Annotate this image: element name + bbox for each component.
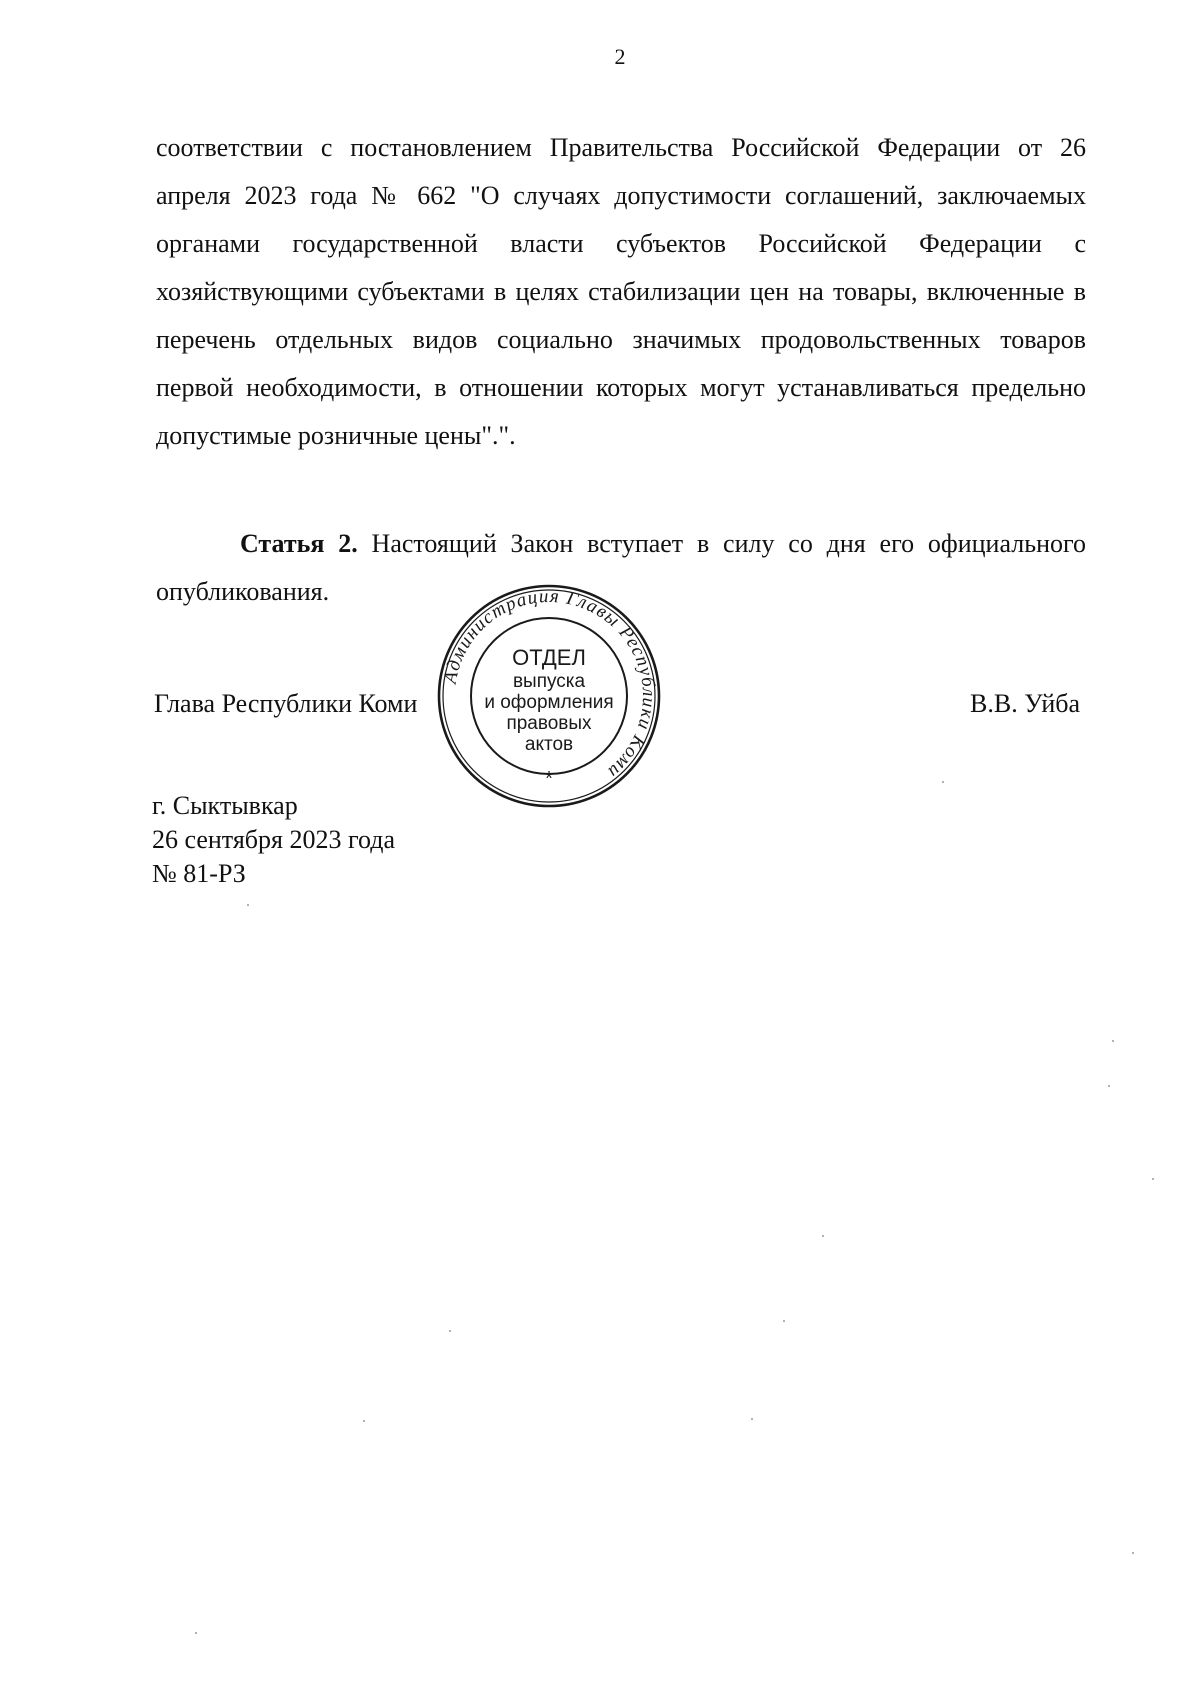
scan-speck (363, 1420, 365, 1422)
signatory-title: Глава Республики Коми (154, 689, 418, 718)
scan-speck (1108, 1085, 1110, 1087)
stamp-line-2: выпуска (512, 671, 586, 692)
date: 26 сентября 2023 года (152, 825, 396, 854)
scan-speck (942, 781, 944, 783)
stamp-line-1: ОТДЕЛ (512, 645, 586, 670)
scan-speck (247, 904, 249, 906)
body-paragraph: соответствии с постановлением Правительства Российской Федерации от 26 апреля 2023 года № 662 "О случаях допустимости соглашений, заключаемых органами государственной власти субъектов Российской Федерации с хозяйствующими субъектами в целях стабилизации цен на товары, включенные в перечень отдельных видов социально значимых продовольственных товаров первой необходимости, в отношении которых могут устанавливаться предельно допустимые розничные цены".". (156, 133, 1086, 450)
place-date-block (152, 789, 395, 891)
place: г. Сыктывкар (152, 791, 298, 820)
signatory-name: В.В. Уйба (970, 689, 1080, 718)
stamp-seal-graphic (436, 583, 662, 809)
stamp-ring-text: Администрация Главы Республики Коми (439, 585, 660, 783)
scan-speck (1132, 1552, 1134, 1554)
stamp-line-5: актов (524, 734, 574, 755)
stamp-star-icon: * (545, 768, 553, 790)
scan-speck (783, 1320, 785, 1322)
stamp-line-3: и оформления (484, 692, 614, 713)
scan-speck (449, 1330, 451, 1332)
scan-speck (822, 1235, 824, 1237)
scan-speck (751, 1418, 753, 1420)
article-text: Настоящий Закон вступает в силу со дня его официального опубликования. (156, 529, 1087, 606)
scan-speck (195, 1632, 197, 1634)
law-number: № 81-РЗ (152, 859, 246, 888)
page-number: 2 (614, 44, 626, 69)
article-heading: Статья 2. (240, 529, 358, 558)
scan-speck (1112, 1040, 1114, 1042)
stamp-line-4: правовых (506, 713, 592, 734)
official-stamp (436, 583, 662, 809)
scan-speck (1152, 1178, 1154, 1180)
